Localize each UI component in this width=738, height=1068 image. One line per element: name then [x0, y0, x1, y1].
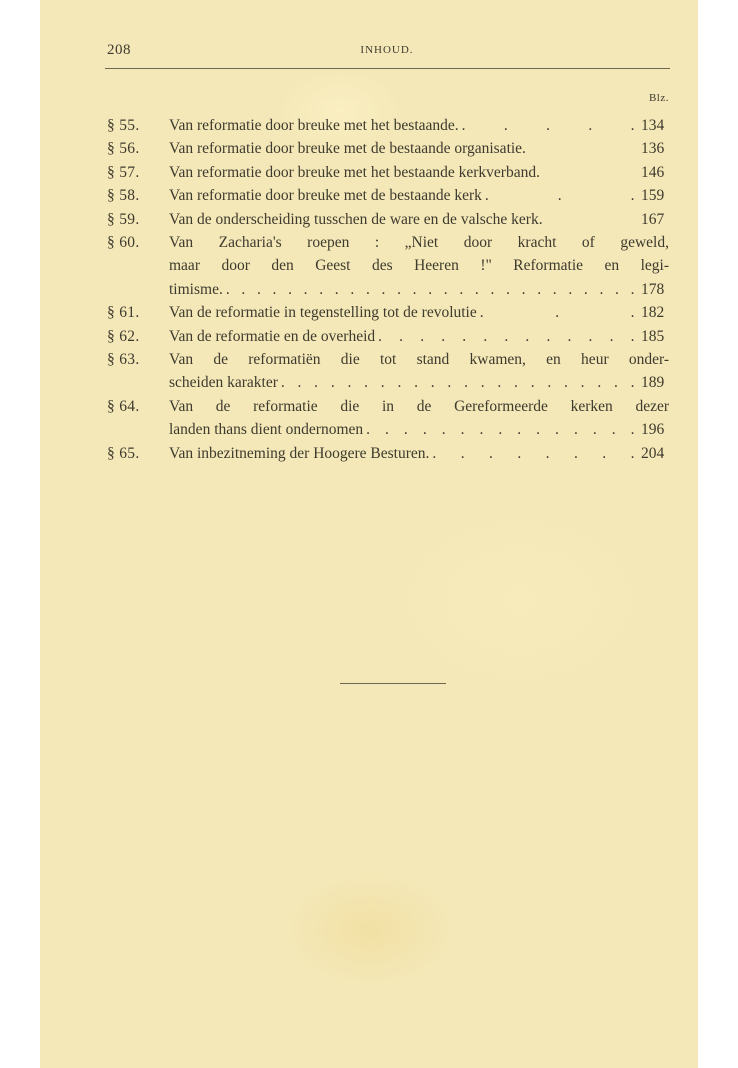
entry-title-text: Van reformatie door breuke met de bestaande kerk: [169, 187, 482, 205]
toc-entry: [107, 325, 669, 348]
dot-leader: . . . . . . . . . . . . . . . . . . . . . . . . . . .: [225, 280, 638, 298]
toc-entry: [107, 184, 669, 207]
header-rule: [105, 68, 670, 69]
dot-leader: . . . . .: [461, 117, 638, 134]
running-title: INHOUD.: [360, 44, 414, 56]
dot-leader: . . .: [484, 187, 638, 205]
section-number: § 63.: [107, 351, 140, 369]
entry-title-text: Van de onderscheiding tusschen de ware en de valsche kerk.: [169, 210, 543, 228]
toc-entries: [107, 114, 669, 465]
entry-title: [169, 184, 669, 207]
entry-title-line: [169, 301, 669, 324]
toc-entry: [107, 231, 669, 301]
entry-title-text: landen thans dient ondernomen: [169, 421, 364, 439]
entry-title: [169, 137, 669, 160]
entry-title: [169, 325, 669, 348]
dot-leader: . . . . . . . . . . . . .: [378, 327, 638, 345]
section-number: § 62.: [107, 327, 140, 345]
section-number: § 59.: [107, 210, 140, 228]
page-number: 208: [107, 42, 131, 58]
entry-title-line: Van de reformatie die in de Gereformeerde kerken dezer: [169, 397, 669, 415]
toc-entry: [107, 114, 669, 137]
entry-title-line: [169, 442, 669, 465]
entry-title-text: Van de reformatie in tegenstelling tot de revolutie: [169, 304, 477, 322]
entry-page-number: 178: [641, 280, 665, 298]
section-number: § 58.: [107, 187, 140, 205]
entry-page-number: 136: [641, 140, 665, 158]
entry-page-number: 185: [641, 327, 665, 345]
running-head: [107, 42, 667, 62]
entry-title-text: Van de reformatie en de overheid: [169, 327, 376, 345]
entry-title-line: [169, 184, 669, 207]
entry-page-number: 134: [641, 117, 665, 134]
section-number: § 64.: [107, 397, 140, 415]
toc-entry: [107, 301, 669, 324]
section-number: § 56.: [107, 140, 140, 158]
toc-entry: [107, 348, 669, 395]
entry-title: [169, 348, 669, 395]
entry-title: [169, 208, 669, 231]
entry-title-text: timisme.: [169, 280, 223, 298]
dot-leader: . . . . . . . . . . . . . . . . . . . . . .: [280, 374, 638, 392]
entry-title: [169, 114, 669, 137]
page-column-label: Blz.: [648, 92, 669, 104]
dot-leader: . . . . . . . . . . . . . . .: [366, 421, 638, 439]
entry-title-line: [169, 161, 669, 184]
entry-title-line: Van Zacharia's roepen : „Niet door kracht of geweld,: [169, 234, 669, 252]
section-number: § 55.: [107, 117, 140, 134]
dot-leader: . . .: [479, 304, 638, 322]
section-number: § 57.: [107, 163, 140, 181]
toc-entry: [107, 161, 669, 184]
section-number: § 65.: [107, 444, 140, 462]
entry-title: [169, 395, 669, 442]
toc-entry: [107, 137, 669, 160]
entry-title-text: Van inbezitneming der Hoogere Besturen.: [169, 444, 430, 462]
book-page: [40, 0, 698, 1068]
section-number: § 60.: [107, 234, 140, 252]
entry-page-number: 189: [641, 374, 665, 392]
section-number: § 61.: [107, 304, 140, 322]
entry-page-number: 182: [641, 304, 665, 322]
entry-title-text: Van reformatie door breuke met het bestaande.: [169, 117, 459, 134]
entry-title: [169, 161, 669, 184]
entry-title-line: maar door den Geest des Heeren !" Reformatie en legi-: [169, 257, 669, 275]
entry-title-line: [169, 371, 669, 394]
entry-page-number: 196: [641, 421, 665, 439]
entry-title: [169, 301, 669, 324]
entry-title-text: Van reformatie door breuke met het bestaande kerkverband.: [169, 163, 540, 181]
toc-entry: [107, 442, 669, 465]
entry-title: [169, 231, 669, 301]
entry-title-text: scheiden karakter: [169, 374, 278, 392]
entry-title-line: [169, 114, 669, 137]
entry-page-number: 146: [641, 163, 665, 181]
toc-entry: [107, 395, 669, 442]
entry-page-number: 167: [641, 210, 665, 228]
entry-page-number: 159: [641, 187, 665, 205]
entry-title-line: [169, 325, 669, 348]
entry-title-line: [169, 137, 669, 160]
dot-leader: . . . . . . . .: [432, 444, 638, 462]
entry-title-line: Van de reformatiën die tot stand kwamen, en heur onder-: [169, 351, 669, 369]
entry-title-line: [169, 418, 669, 441]
toc-entry: [107, 208, 669, 231]
entry-title-line: [169, 208, 669, 231]
end-ornament-rule: [340, 683, 446, 684]
entry-title-text: Van reformatie door breuke met de bestaande organisatie.: [169, 140, 526, 158]
entry-page-number: 204: [641, 444, 665, 462]
entry-title-line: [169, 278, 669, 301]
entry-title: [169, 442, 669, 465]
